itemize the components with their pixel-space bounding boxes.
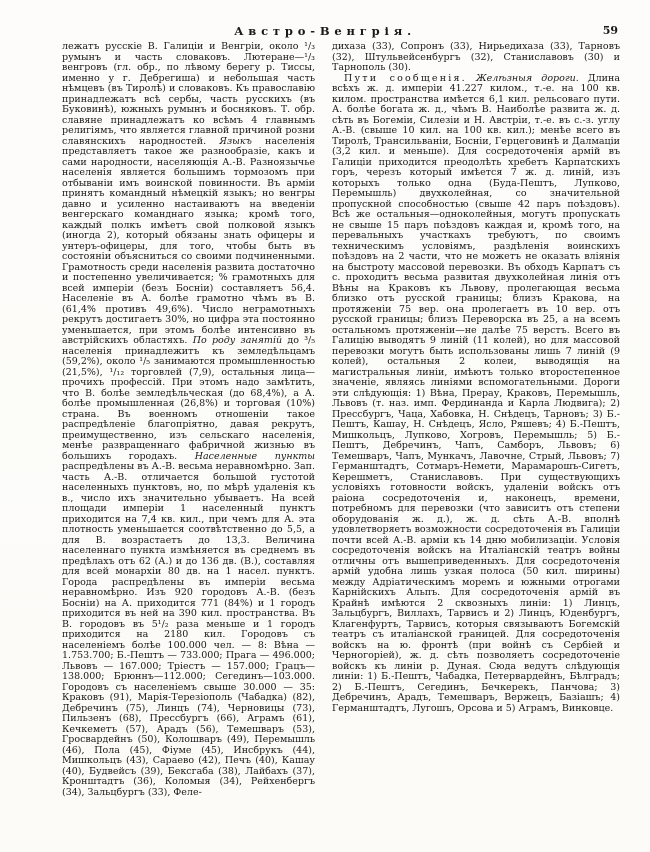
page-title: Австро-Венгрія. [234, 24, 416, 38]
column-right [332, 42, 620, 798]
text-columns [62, 42, 620, 798]
text-run: Населенные пункты [194, 450, 315, 462]
column-left [62, 42, 315, 798]
text-run: Языкъ [219, 135, 252, 147]
text-run: лежатъ русскіе В. Галиціи и Венгріи, около ¹/₃ румынъ и часть словаковъ. Лютеране—¹/₃ венгровъ (гл. обр., по лѣвому берегу р. Тиссы, именно у г. Дебрегиша) и небольшая часть нѣмцевъ (въ Тиролѣ) и словаковъ. Къ православію принадлежатъ всѣ сербы, часть русскихъ (въ Буковинѣ), южныхъ румынъ и босняковъ. Т. обр. славяне принадлежатъ ко всѣмъ 4 главнымъ религіямъ, что является главной причиной розни славянскихъ народностей. [62, 41, 315, 147]
text-run: распредѣлены въ А.-В. весьма неравномѣрно. Зап. часть А.-В. отличается большой густотой населенныхъ пунктовъ, но, по мѣрѣ удаленія къ в., число ихъ значительно убываетъ. На всей площади имперіи 1 населенный пунктъ приходится на 7,4 кв. кил., при чемъ для А. эта плотность уменьшается соотвѣтственно до 5,5, а для В. возрастаетъ до 13,3. Величина населеннаго пункта измѣняется въ среднемъ въ предѣлахъ отъ 62 (А.) и до 136 дв. (В.), составляя для всей монархіи 80 дв. на 1 насел. пунктъ. Города распредѣлены въ имперіи весьма неравномѣрно. Изъ 920 городовъ А.-В. (безъ Босніи) на А. приходится 771 (84%) и 1 городъ приходится въ ней на 390 кил. пространства. Въ В. городовъ въ 5¹/₂ раза меньше и 1 городъ приходится на 2180 кил. Городовъ съ населеніемъ болѣе 100.000 чел. — 8: Вѣна — 1.753.700; Б.-Пештъ — 733.000; Прага — 496.000; Львовъ — 167.000; Тріестъ — 157.000; Грацъ—138.000; Брюннъ—112.000; Сегединъ—103.000. Городовъ съ населеніемъ свыше 30.000 — 35: Краковъ (91), Марія-Терезіополь (Чабадка) (82), Дебречинъ (75), Линцъ (74), Черновицы (73), Пильзенъ (68), Прессбургъ (66), Аграмъ (61), Кечкеметъ (57), Арадъ (56), Темешваръ (53), Гросвардейнъ (50), Колошваръ (49), Перемышль (46), Пола (45), Фіуме (45), Инсбрукъ (44), Мишкольцъ (43), Сараево (42), Печъ (40), Кашау (40), Будвейсъ (39), Бексгаба (38), Лайбахъ (37), Кронштадтъ (36), Коломыя (34), Рейхенбергъ (34), Зальцбургъ (33), Феле- [62, 461, 315, 798]
text-run: населенія представляетъ такое же разнообразіе, какъ и сами народности, населяющія А.-В. Разноязычье населенія является большимъ тормозомъ при отбываніи имъ воинской повинности. Въ арміи принятъ командный нѣмецкій языкъ; но венгры давно и усиленно настаиваютъ на введеніи венгерскаго команднаго языка; кромѣ того, каждый полкъ имѣетъ свой полковой языкъ (иногда 2), который обязаны знать офицеры и унтеръ-офицеры, для того, чтобы быть въ состояніи объясниться со своими подчиненными. Грамотность среди населенія развита достаточно и постепенно увеличивается; % грамотныхъ для всей имперіи (безъ Босніи) составляетъ 56,4. Населеніе въ А. болѣе грамотно чѣмъ въ В. (61,4% противъ 49,6%). Число неграмотныхъ рекрутъ достигаетъ 30%, но цифра эта постоянно уменьшается, при этомъ болѣе интенсивно въ австрійскихъ областяхъ. [62, 135, 315, 346]
paragraph [332, 42, 620, 74]
paragraph [332, 74, 620, 715]
text-run: Желѣзныя дороги. [466, 72, 579, 84]
text-run: до ³/₅ населенія принадлежитъ къ земледѣльцамъ (59,2%), около ¹/₅ занимаются промышленностью (21,5%), ¹/₁₂ торговлей (7,9), остальныя лица—прочихъ профессій. При этомъ надо замѣтить, что В. болѣе земледѣльческая (до 68,4%), а А. болѣе промышленная (26,8%) и торговая (10%) страна. Въ военномъ отношеніи такое распредѣленіе благопріятно, давая рекрутъ, преимущественно, изъ сельскаго населенія, менѣе развращеннаго фабричной жизнью въ большихъ городахъ. [62, 335, 316, 462]
paragraph [62, 42, 315, 798]
page-number: 59 [602, 24, 618, 37]
text-run: Пути сообщенія. [344, 72, 467, 84]
text-run: Длина всѣхъ ж. д. имперіи 41.227 килом., т.-е. на 100 кв. килом. пространства имѣется 6,1 кил. рельсоваго пути. А. болѣе богата ж. д., чѣмъ В. Наиболѣе развита ж. д. сѣть въ Богеміи, Силезіи и Н. Австріи, т.-е. въ с.-з. углу А.-В. (свыше 10 кил. на 100 кв. кил.); менѣе всего въ Тиролѣ, Трансильваніи, Босніи, Герцеговинѣ и Далмаціи (3,2 кил. и меньше). Для сосредоточенія армій въ Галиціи приходится преодолѣть хребетъ Карпатскихъ горъ, черезъ который имѣется 7 ж. д. линій, изъ которыхъ только одна (Буда-Пештъ, Лупково, Перемышль) двухколейная, со значительной пропускной способностью (свыше 42 паръ поѣздовъ). Всѣ же остальныя—одноколейныя, могутъ пропускать не свыше 15 паръ поѣздовъ каждая и, кромѣ того, на перевальныхъ участкахъ требуютъ, по своимъ техническимъ условіямъ, раздѣленія воинскихъ поѣздовъ на 2 части, что не можетъ не оказать вліянія на быстроту массовой перевозки. Въ обходъ Карпатъ съ с. проходитъ весьма развитая двухколейная линія отъ Вѣны на Краковъ къ Львову, пролегающая весьма близко отъ русской границы; близъ Кракова, на протяженіи 75 вер. она пролегаетъ въ 10 вер. отъ русской границы; близъ Переворска въ 25, а на всемъ остальномъ протяженіи—не далѣе 75 верстъ. Всего въ Галицію выводятъ 9 линій (11 колей), но для массовой перевозки могутъ быть использованы лишь 7 линій (9 колей), остальныя 2 колеи, выводящія на магистральныя линіи, имѣютъ только второстепенное значеніе, являясь линіями вспомогательными. Дороги эти слѣдующія: 1) Вѣна, Прерау, Краковъ, Перемышль, Львовъ (т. наз. имп. Фердинанда и Карла Людвига); 2) Прессбургъ, Чаца, Хабовка, Н. Снѣдецъ, Тарновъ; 3) Б.-Пештъ, Кашау, Н. Снѣдецъ, Ясло, Ряшевъ; 4) Б.-Пештъ, Мишкольцъ, Лупково, Хогровъ, Перемышль; 5) Б.-Пештъ, Дебречинъ, Чапъ, Самборъ, Львовъ; 6) Темешваръ, Чапъ, Мункачъ, Лавочне, Стрый, Львовъ; 7) Германштадтъ, Сотмаръ-Немети, Марамарошъ-Сигетъ, Керешметъ, Станиславовъ. При существующихъ условіяхъ готовности войскъ, удаленіи войскъ отъ раіона сосредоточенія и, наконецъ, времени, потребномъ для перевозки (что зависитъ отъ степени оборудованія ж. д.), ж. д. сѣть А.-В. вполнѣ удовлетворяетъ возможности сосредоточенія въ Галиціи почти всей А.-В. арміи къ 14 дню мобилизаціи. Условія сосредоточенія войскъ на Италіанскій театръ войны отличны отъ вышеприведенныхъ. Для сосредоточенія армій удобна лишь узкая полоса (50 кил. ширины) между Адріатическимъ моремъ и южными отрогами Карнійскихъ Альпъ. Для сосредоточенія армій въ Крайнѣ имѣются 2 сквозныхъ линіи: 1) Линцъ, Зальцбургъ, Виллахъ, Тарвисъ и 2) Линцъ, Юденбургъ, Клагенфуртъ, Тарвисъ, которыя связываютъ Богемскій театръ съ италіанской границей. Для сосредоточенія войскъ на ю. фронтѣ (при войнѣ съ Сербіей и Черногоріей), ж. д. сѣть позволяетъ сосредоточеніе войскъ къ линіи р. Дуная. Сюда ведутъ слѣдующія линіи: 1) Б.-Пештъ, Чабадка, Петервардейнъ, Бѣлградъ; 2) Б.-Пештъ, Сегединъ, Бечкерекъ, Панчова; 3) Дебречинъ, Арадъ, Темешваръ, Вержецъ, Базіашъ; 4) Германштадтъ, Лугошъ, Орсова и 5) Аграмъ, Винковце. [332, 72, 620, 714]
page-header [0, 24, 650, 40]
text-run: По роду занятій [192, 335, 283, 346]
text-run: дихаза (33), Сопронъ (33), Нирьедихаза (33), Тарновъ (32), Штульвейсенбургъ (32), Станиславовъ (30) и Тарнополь (30). [332, 41, 620, 73]
